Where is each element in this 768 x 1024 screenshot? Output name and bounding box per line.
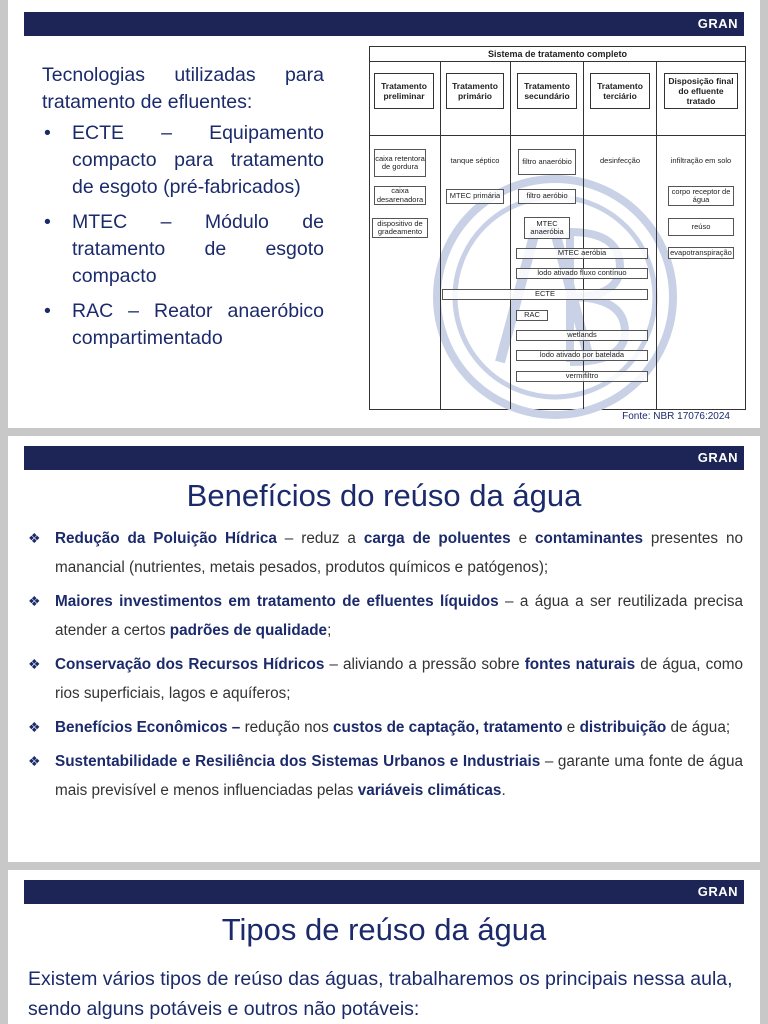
technologies-intro: Tecnologias utilizadas para tratamento de efluentes:	[42, 64, 324, 113]
box-aerobic-filter: filtro aeróbio	[518, 189, 576, 204]
brand-logo: GRAN	[697, 884, 738, 899]
box-septic-tank: tanque séptico	[446, 151, 504, 171]
diagram-title: Sistema de tratamento completo	[370, 47, 745, 62]
box-soil-infiltration: infiltração em solo	[664, 151, 738, 171]
box-anaerobic-filter: filtro anaeróbio	[518, 149, 576, 175]
list-item: ❖ Benefícios Econômicos – redução nos custos de captação, tratamento e distribuição de água;	[28, 713, 743, 742]
box-screening: dispositivo de gradeamento	[372, 218, 428, 238]
technologies-text	[42, 62, 324, 360]
list-item: ❖ Sustentabilidade e Resiliência dos Sistemas Urbanos e Industriais – garante uma fonte de água mais previsível e menos influenciadas pelas variáveis climáticas.	[28, 747, 743, 805]
header-secondary: Tratamento secundário	[517, 73, 577, 109]
box-mtec-primary: MTEC primária	[446, 189, 504, 204]
brand-logo: GRAN	[697, 16, 738, 31]
box-grit-chamber: caixa desarenadora	[374, 186, 426, 205]
box-ecte: ECTE	[442, 289, 648, 300]
source-caption: Fonte: NBR 17076:2024	[622, 411, 730, 422]
box-vermifilter: vermifiltro	[516, 371, 648, 382]
technologies-list	[42, 120, 324, 352]
brand-logo: GRAN	[697, 450, 738, 465]
header-tertiary: Tratamento terciário	[590, 73, 650, 109]
diamond-bullet-icon: ❖	[28, 719, 41, 735]
list-item: • MTEC – Módulo de tratamento de esgoto compacto	[42, 209, 324, 290]
treatment-system-diagram	[369, 46, 746, 410]
list-item: ❖ Redução da Poluição Hídrica – reduz a carga de poluentes e contaminantes presentes no manancial (nutrientes, metais pesados, produtos químicos e patógenos);	[28, 524, 743, 582]
list-item: ❖ Conservação dos Recursos Hídricos – aliviando a pressão sobre fontes naturais de água, como rios superficiais, lagos e aquíferos;	[28, 650, 743, 708]
box-evapotranspiration: evapotranspiração	[668, 247, 734, 259]
top-bar	[24, 12, 744, 36]
slide-title: Tipos de reúso da água	[221, 912, 547, 947]
header-final-disposal: Disposição final do efluente tratado	[664, 73, 738, 109]
box-grease-trap: caixa retentora de gordura	[374, 149, 426, 177]
slide-technologies	[8, 0, 760, 428]
list-item: • RAC – Reator anaeróbico compartimentado	[42, 298, 324, 352]
box-receiving-body: corpo receptor de água	[668, 186, 734, 206]
list-item: • ECTE – Equipamento compacto para tratamento de esgoto (pré-fabricados)	[42, 120, 324, 201]
slide-reuse-types	[8, 870, 760, 1024]
box-mtec-aerobic: MTEC aeróbia	[516, 248, 648, 259]
box-mtec-anaerobic: MTEC anaeróbia	[524, 217, 570, 239]
slide-title: Benefícios do reúso da água	[186, 478, 582, 513]
header-preliminary: Tratamento preliminar	[374, 73, 434, 109]
box-disinfection: desinfecção	[590, 151, 650, 171]
box-activated-sludge-batch: lodo ativado por batelada	[516, 350, 648, 361]
diamond-bullet-icon: ❖	[28, 593, 41, 609]
diamond-bullet-icon: ❖	[28, 530, 41, 546]
benefits-list	[28, 524, 743, 810]
top-bar	[24, 880, 744, 904]
list-item: ❖ Maiores investimentos em tratamento de efluentes líquidos – a água a ser reutilizada precisa atender a certos padrões de qualidade;	[28, 587, 743, 645]
diamond-bullet-icon: ❖	[28, 753, 41, 769]
box-rac: RAC	[516, 310, 548, 321]
reuse-types-intro: Existem vários tipos de reúso das águas, trabalharemos os principais nessa aula, sendo alguns potáveis e outros não potáveis:	[28, 968, 733, 1020]
box-reuse: reúso	[668, 218, 734, 236]
header-primary: Tratamento primário	[446, 73, 504, 109]
slide-benefits	[8, 436, 760, 862]
box-activated-sludge-continuous: lodo ativado fluxo contínuo	[516, 268, 648, 279]
box-wetlands: wetlands	[516, 330, 648, 341]
top-bar	[24, 446, 744, 470]
diamond-bullet-icon: ❖	[28, 656, 41, 672]
